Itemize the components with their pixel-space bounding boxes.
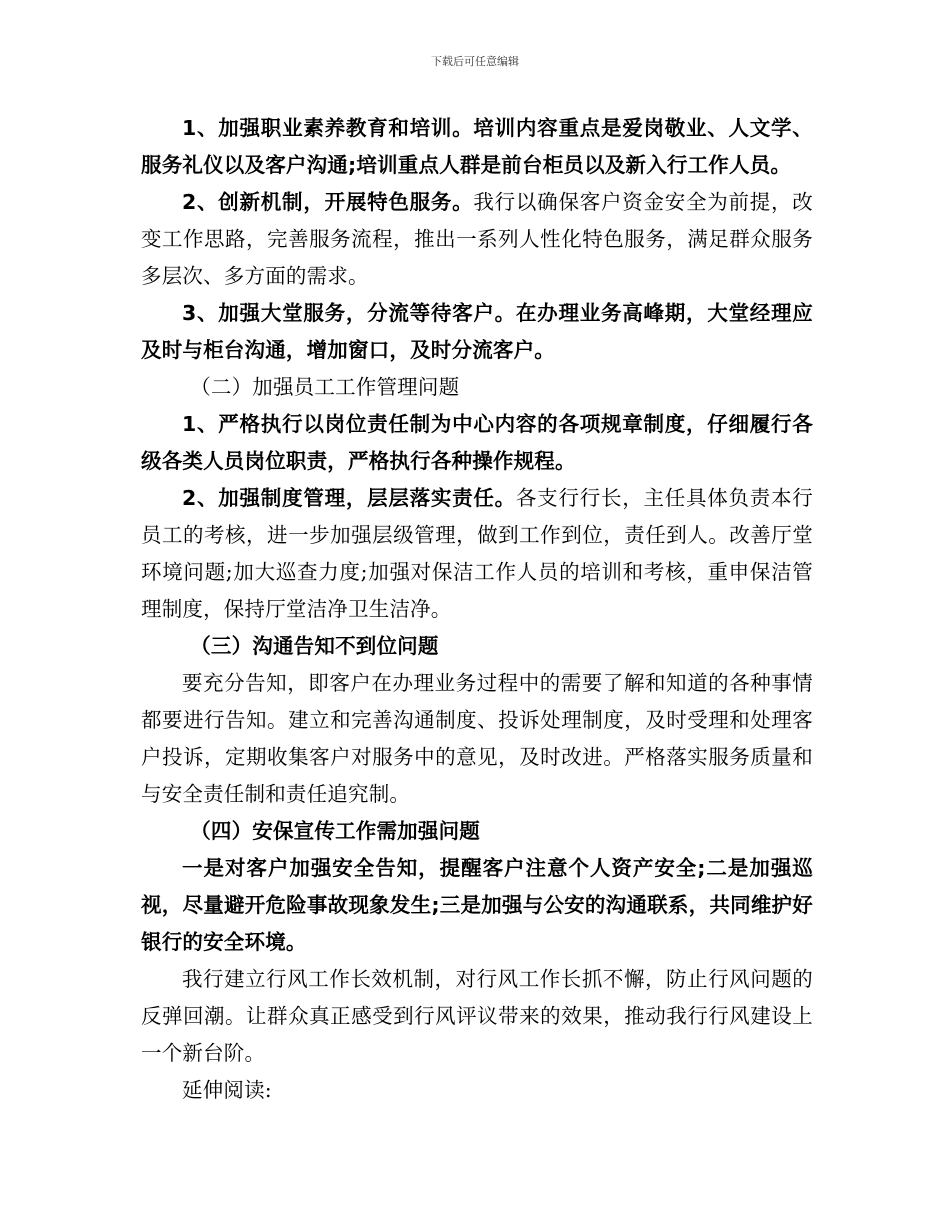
section-heading-text: （四）安保宣传工作需加强问题 [190,819,480,843]
paragraph-extended-reading [141,1072,813,1109]
paragraph-body-text: 各支行行长，主任具体负责本行员工的考核，进一步加强层级管理，做到工作到位，责任到人。改善厅堂环境问题;加大巡查力度;加强对保洁工作人员的培训和考核，重申保洁管理制度，保持厅堂洁净卫生洁净。 [141,486,813,621]
section-heading-2 [141,369,813,406]
section-heading-3 [141,628,813,665]
page-header: 下载后可任意编辑 [431,55,519,68]
section-heading-4 [141,813,813,850]
paragraph-rules [141,406,813,480]
paragraph-bold-text: 1、加强职业素养教育和培训。培训内容重点是爱岗敬业、人文学、服务礼仪以及客户沟通;培训重点人群是前台柜员以及新入行工作人员。 [141,116,813,177]
paragraph-body-text: 我行以确保客户资金安全为前提，改变工作思路，完善服务流程，推出一系列人性化特色服务，满足群众服务多层次、多方面的需求。 [141,190,813,288]
paragraph-bold-text: 一是对客户加强安全告知，提醒客户注意个人资产安全;二是加强巡视，尽量避开危险事故现象发生;三是加强与公安的沟通联系，共同维护好银行的安全环境。 [141,856,813,954]
paragraph-body-text: 我行建立行风工作长效机制，对行风工作长抓不懈，防止行风问题的反弹回潮。让群众真正感受到行风评议带来的效果，推动我行行风建设上一个新台阶。 [141,967,813,1065]
paragraph-bold-text: 1、严格执行以岗位责任制为中心内容的各项规章制度，仔细履行各级各类人员岗位职责，严格执行各种操作规程。 [141,412,813,473]
paragraph-communication [141,665,813,813]
paragraph-bold-text: 3、加强大堂服务，分流等待客户。在办理业务高峰期，大堂经理应及时与柜台沟通，增加窗口，及时分流客户。 [141,301,813,362]
paragraph-training [141,110,813,184]
paragraph-body-text: 要充分告知，即客户在办理业务过程中的需要了解和知道的各种事情都要进行告知。建立和完善沟通制度、投诉处理制度，及时受理和处理客户投诉，定期收集客户对服务中的意见，及时改进。严格落实服务质量和与安全责任制和责任追究制。 [141,671,813,806]
paragraph-bold-text: 2、创新机制，开展特色服务。 [182,190,474,214]
paragraph-lobby-service [141,295,813,369]
paragraph-bold-text: 2、加强制度管理，层层落实责任。 [182,486,516,510]
document-body [141,110,813,1109]
paragraph-long-term [141,961,813,1072]
paragraph-body-text: 延伸阅读: [182,1078,272,1102]
paragraph-security [141,850,813,961]
section-heading-text: （三）沟通告知不到位问题 [190,634,439,658]
section-heading-text: （二）加强员工工作管理问题 [190,375,460,399]
paragraph-management [141,480,813,628]
paragraph-innovation [141,184,813,295]
